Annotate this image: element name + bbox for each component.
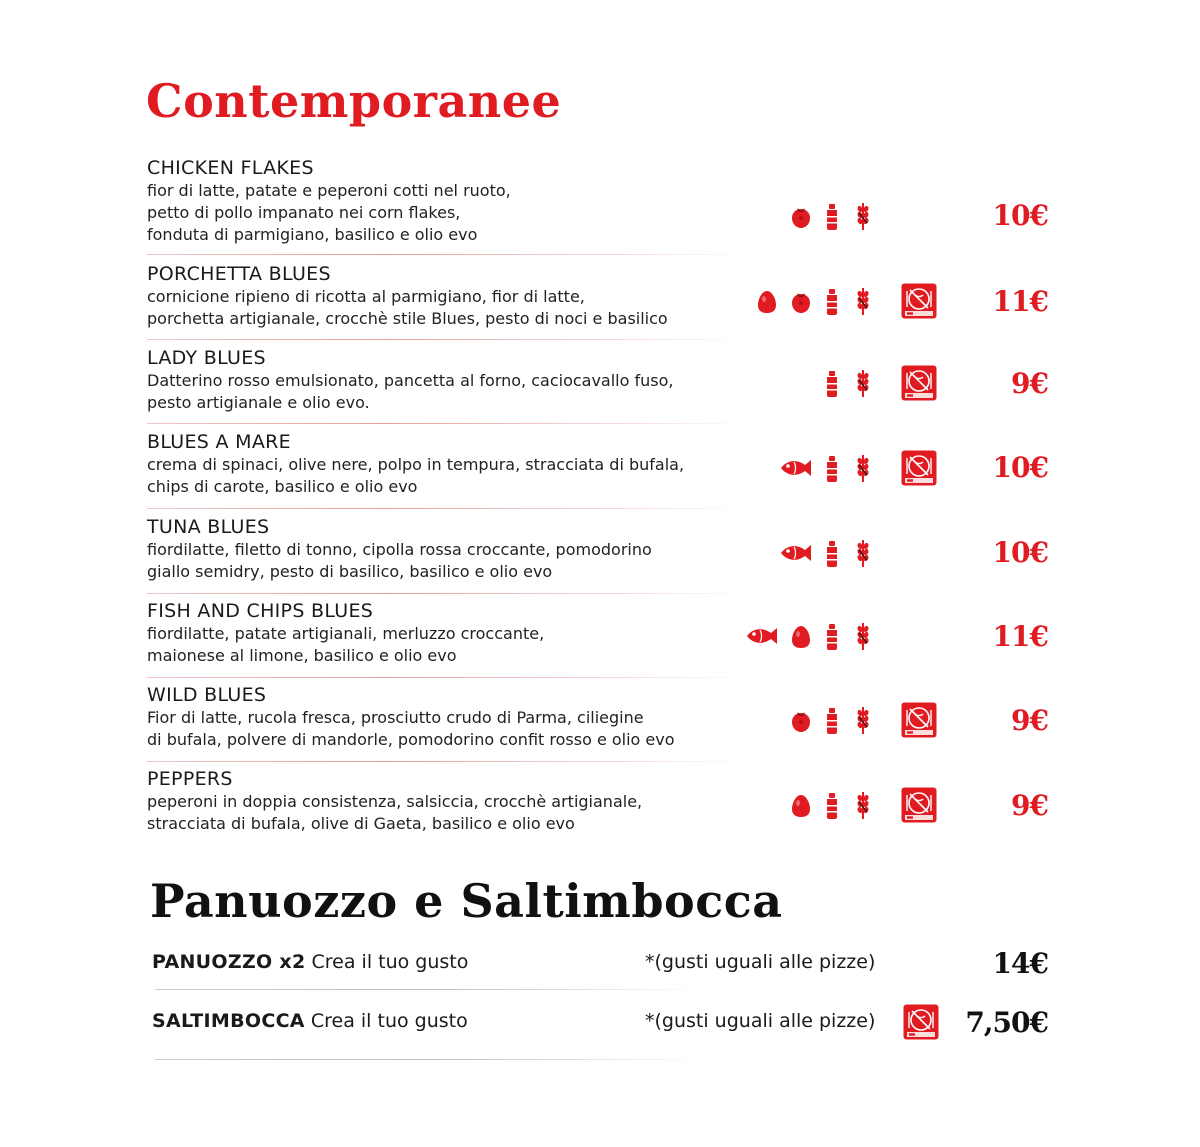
- item-price: 9€: [1011, 789, 1048, 822]
- item-description: Datterino rosso emulsionato, pancetta al forno, caciocavallo fuso, pesto artigianale e olio evo.: [147, 371, 674, 412]
- item-name: CHICKEN FLAKES: [147, 157, 314, 179]
- section-title-contemporanee: Contemporanee: [146, 74, 562, 128]
- item-price: 11€: [992, 285, 1048, 318]
- item-description: Fior di latte, rucola fresca, prosciutto crudo di Parma, ciliegine di bufala, polvere di mandorle, pomodorino confit rosso e olio evo: [147, 708, 675, 749]
- gluten-free-aic-icon: [903, 1004, 939, 1040]
- wheat-icon: [848, 538, 878, 568]
- wheat-icon: [848, 790, 878, 820]
- item-price: 10€: [992, 451, 1048, 484]
- item-name: PANUOZZO x2: [152, 951, 306, 973]
- divider: [147, 508, 747, 509]
- item-name: SALTIMBOCCA: [152, 1010, 305, 1032]
- bottle-icon: [817, 286, 847, 316]
- wheat-icon: [848, 621, 878, 651]
- item-name: PEPPERS: [147, 768, 233, 790]
- fish-icon: [779, 538, 813, 568]
- item-price: 7,50€: [965, 1006, 1048, 1039]
- gluten-free-aic-icon: [901, 787, 937, 823]
- item-description: cornicione ripieno di ricotta al parmigiano, fior di latte, porchetta artigianale, crocchè stile Blues, pesto di noci e basilico: [147, 287, 668, 328]
- fish-icon: [745, 621, 779, 651]
- divider: [147, 677, 747, 678]
- divider: [147, 339, 747, 340]
- item-description: fior di latte, patate e peperoni cotti nel ruoto, petto di pollo impanato nei corn flakes, fonduta di parmigiano, basilico e olio evo: [147, 181, 511, 244]
- item-price: 9€: [1011, 704, 1048, 737]
- item-name: BLUES A MARE: [147, 431, 291, 453]
- item-price: 10€: [992, 536, 1048, 569]
- tomato-icon: [786, 705, 816, 735]
- item-name-line: [152, 951, 468, 973]
- egg-icon: [786, 621, 816, 651]
- gluten-free-aic-icon: [901, 365, 937, 401]
- item-name: WILD BLUES: [147, 684, 267, 706]
- item-price: 9€: [1011, 367, 1048, 400]
- fish-icon: [779, 453, 813, 483]
- item-name: TUNA BLUES: [147, 516, 270, 538]
- divider: [147, 254, 747, 255]
- egg-icon: [752, 286, 782, 316]
- divider: [155, 1059, 705, 1060]
- item-description: fiordilatte, filetto di tonno, cipolla rossa croccante, pomodorino giallo semidry, pesto di basilico, basilico e olio evo: [147, 540, 652, 581]
- section-title-panuozzo: Panuozzo e Saltimbocca: [150, 874, 783, 928]
- wheat-icon: [848, 705, 878, 735]
- divider: [147, 761, 747, 762]
- bottle-icon: [817, 201, 847, 231]
- item-name-line: [152, 1010, 468, 1032]
- tomato-icon: [786, 201, 816, 231]
- item-subtitle: Crea il tuo gusto: [311, 951, 469, 973]
- item-description: peperoni in doppia consistenza, salsiccia, crocchè artigianale, stracciata di bufala, olive di Gaeta, basilico e olio evo: [147, 792, 643, 833]
- item-name: LADY BLUES: [147, 347, 266, 369]
- item-price: 11€: [992, 620, 1048, 653]
- wheat-icon: [848, 368, 878, 398]
- gluten-free-aic-icon: [901, 450, 937, 486]
- bottle-icon: [817, 621, 847, 651]
- item-name: FISH AND CHIPS BLUES: [147, 600, 374, 622]
- bottle-icon: [817, 705, 847, 735]
- item-price: 10€: [992, 199, 1048, 232]
- item-price: 14€: [992, 947, 1048, 980]
- item-subtitle: Crea il tuo gusto: [310, 1010, 468, 1032]
- bottle-icon: [817, 790, 847, 820]
- gluten-free-aic-icon: [901, 283, 937, 319]
- item-note: *(gusti uguali alle pizze): [645, 1010, 876, 1032]
- wheat-icon: [848, 201, 878, 231]
- item-name: PORCHETTA BLUES: [147, 263, 331, 285]
- wheat-icon: [848, 286, 878, 316]
- divider: [155, 989, 705, 990]
- bottle-icon: [817, 538, 847, 568]
- bottle-icon: [817, 453, 847, 483]
- egg-icon: [786, 790, 816, 820]
- wheat-icon: [848, 453, 878, 483]
- gluten-free-aic-icon: [901, 702, 937, 738]
- divider: [147, 593, 747, 594]
- item-note: *(gusti uguali alle pizze): [645, 951, 876, 973]
- divider: [147, 423, 747, 424]
- tomato-icon: [786, 286, 816, 316]
- item-description: fiordilatte, patate artigianali, merluzzo croccante, maionese al limone, basilico e olio evo: [147, 624, 545, 665]
- bottle-icon: [817, 368, 847, 398]
- item-description: crema di spinaci, olive nere, polpo in tempura, stracciata di bufala, chips di carote, basilico e olio evo: [147, 455, 685, 496]
